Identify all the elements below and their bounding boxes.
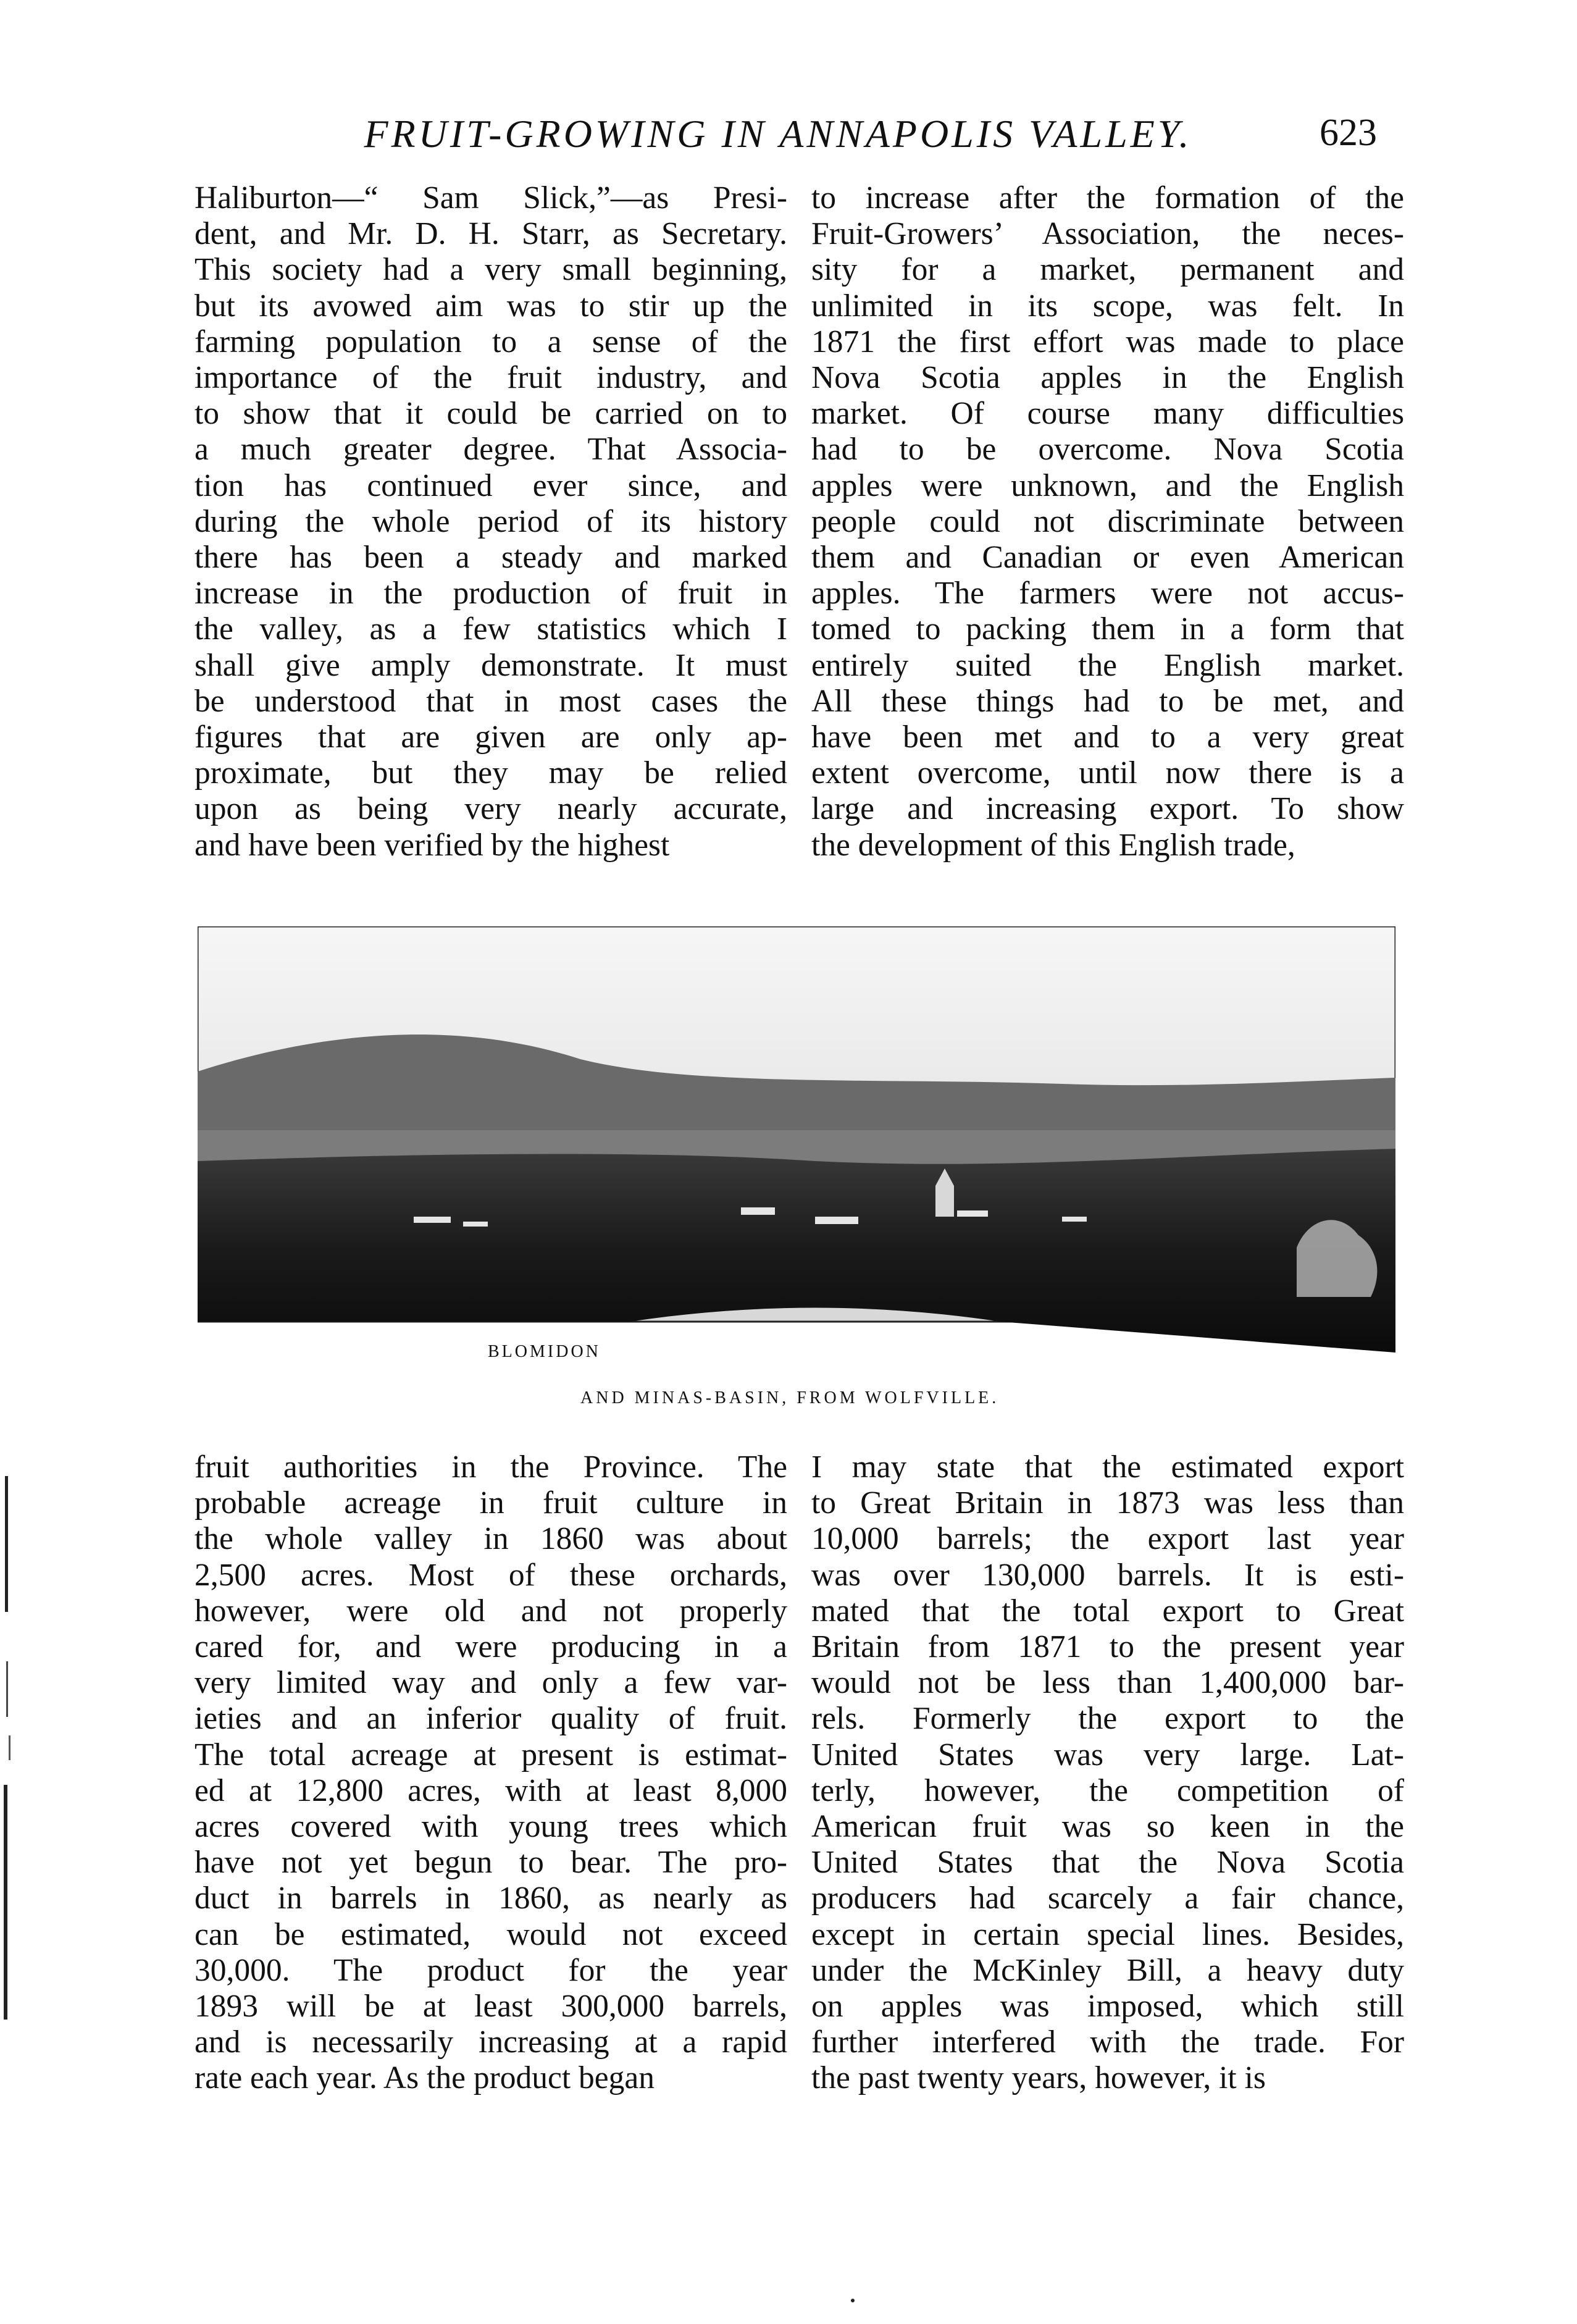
text-line: fruit authorities in the Province. The bbox=[195, 1449, 787, 1485]
text-line: probable acreage in fruit culture in bbox=[195, 1485, 787, 1521]
text-line: sity for a market, permanent and bbox=[811, 252, 1404, 288]
text-line: rate each year. As the product began bbox=[195, 2060, 655, 2096]
text-line: United States that the Nova Scotia bbox=[811, 1845, 1404, 1881]
text-line: however, were old and not properly bbox=[195, 1593, 787, 1629]
text-line: to show that it could be carried on to bbox=[195, 396, 787, 432]
text-line: further interfered with the trade. For bbox=[811, 2024, 1404, 2060]
text-line: market. Of course many difficulties bbox=[811, 396, 1404, 432]
text-line: have been met and to a very great bbox=[811, 719, 1404, 755]
text-line: Nova Scotia apples in the English bbox=[811, 360, 1404, 396]
text-line: duct in barrels in 1860, as nearly as bbox=[195, 1881, 787, 1916]
text-line: The total acreage at present is estimat- bbox=[195, 1737, 787, 1772]
text-line: the past twenty years, however, it is bbox=[811, 2060, 1266, 2096]
text-line: rels. Formerly the export to the bbox=[811, 1701, 1404, 1737]
text-line: farming population to a sense of the bbox=[195, 324, 787, 359]
text-line: extent overcome, until now there is a bbox=[811, 755, 1404, 791]
text-line: would not be less than 1,400,000 bar- bbox=[811, 1665, 1404, 1701]
text-line: to increase after the formation of the bbox=[811, 180, 1404, 216]
figure-caption-line-2: AND MINAS-BASIN, FROM WOLFVILLE. bbox=[580, 1388, 1000, 1407]
text-column-bottom-right bbox=[811, 1449, 1404, 2097]
text-line: to Great Britain in 1873 was less than bbox=[811, 1485, 1404, 1521]
text-line: 1893 will be at least 300,000 barrels, bbox=[195, 1989, 787, 2024]
text-line: mated that the total export to Great bbox=[811, 1593, 1404, 1629]
text-line: had to be overcome. Nova Scotia bbox=[811, 432, 1404, 468]
text-line: cared for, and were producing in a bbox=[195, 1629, 787, 1665]
landscape-photograph bbox=[198, 926, 1395, 1359]
figure-caption-line-1: BLOMIDON bbox=[488, 1342, 601, 1361]
text-line: the valley, as a few statistics which I bbox=[195, 611, 787, 647]
text-column-bottom-left bbox=[195, 1449, 787, 2097]
text-line: them and Canadian or even American bbox=[811, 540, 1404, 576]
text-line: but its avowed aim was to stir up the bbox=[195, 288, 787, 324]
text-line: upon as being very nearly accurate, bbox=[195, 791, 787, 827]
text-line: 1871 the first effort was made to place bbox=[811, 324, 1404, 359]
text-line: can be estimated, would not exceed bbox=[195, 1916, 787, 1952]
text-line: increase in the production of fruit in bbox=[195, 576, 787, 611]
text-line: 30,000. The product for the year bbox=[195, 1952, 787, 1988]
text-line: I may state that the estimated export bbox=[811, 1449, 1404, 1485]
bottom-speck bbox=[851, 2299, 855, 2302]
text-line: under the McKinley Bill, a heavy duty bbox=[811, 1952, 1404, 1988]
text-line: All these things had to be met, and bbox=[811, 683, 1404, 719]
text-line: apples. The farmers were not accus- bbox=[811, 576, 1404, 611]
text-line: and is necessarily increasing at a rapid bbox=[195, 2024, 787, 2060]
text-line: proximate, but they may be relied bbox=[195, 755, 787, 791]
text-line: producers had scarcely a fair chance, bbox=[811, 1881, 1404, 1916]
text-line: be understood that in most cases the bbox=[195, 683, 787, 719]
text-line: was over 130,000 barrels. It is esti- bbox=[811, 1557, 1404, 1593]
text-line: large and increasing export. To show bbox=[811, 791, 1404, 827]
margin-binding-mark bbox=[0, 1476, 25, 2020]
text-column-top-right bbox=[811, 180, 1404, 863]
text-line: on apples was imposed, which still bbox=[811, 1989, 1404, 2024]
text-line: and have been verified by the highest bbox=[195, 827, 670, 863]
text-line: dent, and Mr. D. H. Starr, as Secretary. bbox=[195, 216, 787, 252]
text-line: the whole valley in 1860 was about bbox=[195, 1521, 787, 1557]
text-line: importance of the fruit industry, and bbox=[195, 360, 787, 396]
text-line: Fruit-Growers’ Association, the neces- bbox=[811, 216, 1404, 252]
text-line: tion has continued ever since, and bbox=[195, 468, 787, 503]
text-line: acres covered with young trees which bbox=[195, 1809, 787, 1845]
text-line: except in certain special lines. Besides, bbox=[811, 1916, 1404, 1952]
text-line: United States was very large. Lat- bbox=[811, 1737, 1404, 1772]
text-line: a much greater degree. That Associa- bbox=[195, 432, 787, 468]
text-line: This society had a very small beginning, bbox=[195, 252, 787, 288]
page-number: 623 bbox=[1320, 112, 1377, 154]
text-line: 10,000 barrels; the export last year bbox=[811, 1521, 1404, 1557]
text-line: there has been a steady and marked bbox=[195, 540, 787, 576]
text-line: the development of this English trade, bbox=[811, 827, 1295, 863]
text-line: unlimited in its scope, was felt. In bbox=[811, 288, 1404, 324]
text-line: apples were unknown, and the English bbox=[811, 468, 1404, 503]
text-line: entirely suited the English market. bbox=[811, 647, 1404, 683]
running-head bbox=[191, 111, 1383, 167]
text-line: very limited way and only a few var- bbox=[195, 1665, 787, 1701]
text-line: ieties and an inferior quality of fruit. bbox=[195, 1701, 787, 1737]
text-line: terly, however, the competition of bbox=[811, 1772, 1404, 1808]
text-line: people could not discriminate between bbox=[811, 503, 1404, 539]
text-line: Haliburton—“ Sam Slick,”—as Presi- bbox=[195, 180, 787, 216]
text-line: have not yet begun to bear. The pro- bbox=[195, 1845, 787, 1881]
text-line: American fruit was so keen in the bbox=[811, 1809, 1404, 1845]
text-line: figures that are given are only ap- bbox=[195, 719, 787, 755]
text-line: shall give amply demonstrate. It must bbox=[195, 647, 787, 683]
running-head-title: FRUIT-GROWING IN ANNAPOLIS VALLEY. bbox=[364, 112, 1192, 156]
text-line: Britain from 1871 to the present year bbox=[811, 1629, 1404, 1665]
text-line: tomed to packing them in a form that bbox=[811, 611, 1404, 647]
text-column-top-left bbox=[195, 180, 787, 863]
text-line: 2,500 acres. Most of these orchards, bbox=[195, 1557, 787, 1593]
text-line: ed at 12,800 acres, with at least 8,000 bbox=[195, 1772, 787, 1808]
text-line: during the whole period of its history bbox=[195, 503, 787, 539]
